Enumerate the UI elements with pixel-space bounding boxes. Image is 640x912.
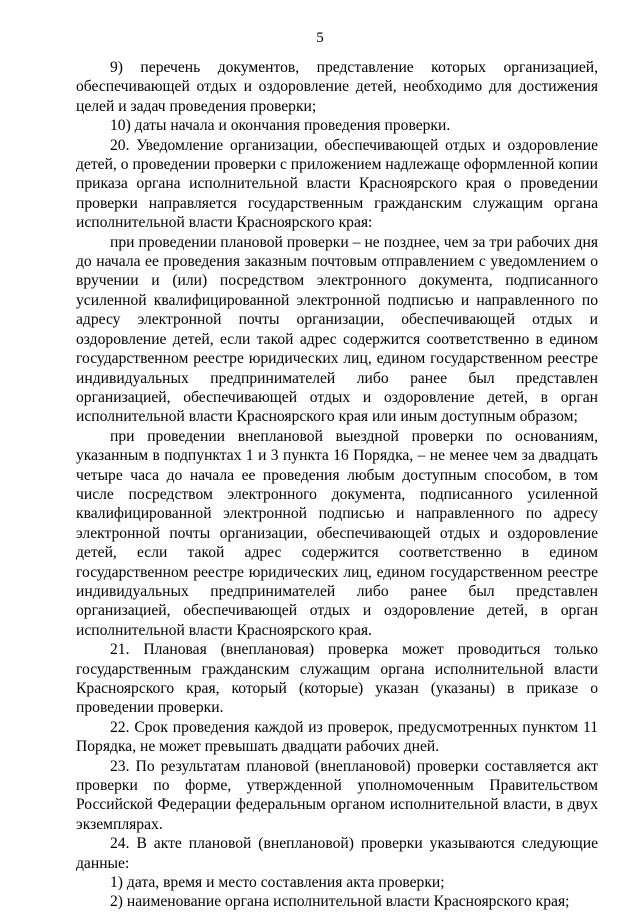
paragraph-clause-21: 21. Плановая (внеплановая) проверка может проводиться только государственным гражданским служащим органа исполнительной власти Красноярского края, который (которые) указан (указаны) в приказе о проведении проверки. xyxy=(76,641,598,717)
paragraph-clause-20: 20. Уведомление организации, обеспечивающей отдых и оздоровление детей, о проведении проверки с приложением надлежаще оформленной копии приказа органа исполнительной власти Красноярского края о проведении проверки направляется государственным гражданским служащим органа исполнительной власти Красноярского края: xyxy=(76,136,598,232)
paragraph-item-2: 2) наименование органа исполнительной власти Красноярского края; xyxy=(110,893,570,911)
paragraph-item-9: 9) перечень документов, представление которых организацией, обеспечивающей отдых и оздоровление детей, необходимо для достижения целей и задач проведения проверки; xyxy=(76,59,598,115)
paragraph-planned-inspection: при проведении плановой проверки – не позднее, чем за три рабочих дня до начала ее проведения заказным почтовым отправлением с уведомлением о вручении и (или) посредством электронного документа, подписанного усиленной квалифицированной электронной подписью и направленного по адресу электронной почты организации, обеспечивающей отдых и оздоровление детей, если такой адрес содержится соответственно в едином государственном реестре юридических лиц, едином государственном реестре индивидуальных предпринимателей либо ранее был представлен организацией, обеспечивающей отдых и оздоровление детей, в орган исполнительной власти Красноярского края или иным доступным образом; xyxy=(76,233,598,426)
paragraph-unplanned-inspection: при проведении внеплановой выездной проверки по основаниям, указанным в подпунктах 1 и 3 пункта 16 Порядка, – не менее чем за двадцать четыре часа до начала ее проведения любым доступным способом, в том числе посредством электронного документа, подписанного усиленной квалифицированной электронной подписью и направленного по адресу электронной почты организации, обеспечивающей отдых и оздоровление детей, если такой адрес содержится соответственно в едином государственном реестре юридических лиц, едином государственном реестре индивидуальных предпринимателей либо ранее был представлен организацией, обеспечивающей отдых и оздоровление детей, в орган исполнительной власти Красноярского края. xyxy=(76,427,598,639)
paragraph-item-10: 10) даты начала и окончания проведения проверки. xyxy=(110,117,451,135)
document-body xyxy=(76,58,598,912)
paragraph-item-1: 1) дата, время и место составления акта проверки; xyxy=(110,874,445,892)
paragraph-clause-22: 22. Срок проведения каждой из проверок, предусмотренных пунктом 11 Порядка, не может превышать двадцати рабочих дней. xyxy=(76,718,598,756)
page-number: 5 xyxy=(316,30,324,46)
paragraph-clause-23: 23. По результатам плановой (внеплановой) проверки составляется акт проверки по форме, утвержденной уполномоченным Правительством Российской Федерации федеральным органом исполнительной власти, в двух экземплярах. xyxy=(76,757,598,833)
paragraph-clause-24: 24. В акте плановой (внеплановой) проверки указываются следующие данные: xyxy=(76,835,598,872)
